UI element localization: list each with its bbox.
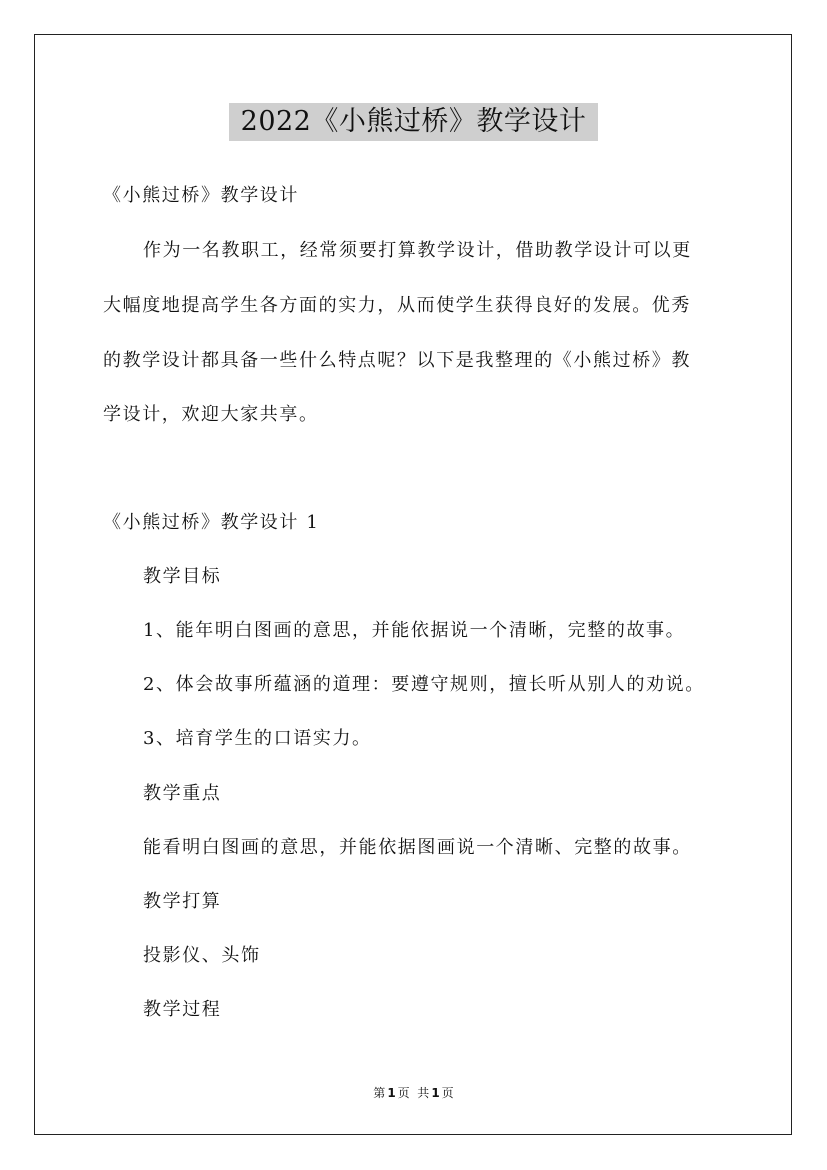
heading-goals: 教学目标 (143, 566, 222, 587)
goal-item-1: 1、能年明白图画的意思，并能依据说一个清晰，完整的故事。 (143, 620, 686, 641)
page-total: 1 (431, 1086, 440, 1100)
key-point-text: 能看明白图画的意思，并能依据图画说一个清晰、完整的故事。 (143, 837, 692, 858)
heading-key-points: 教学重点 (143, 783, 222, 804)
page-mid: 页 共 (397, 1086, 430, 1100)
goal-item-2: 2、体会故事所蕴涵的道理：要遵守规则，擅长听从别人的劝说。 (143, 674, 705, 695)
document-title: 2022《小熊过桥》教学设计 (229, 103, 598, 141)
intro-line-1: 作为一名教职工，经常须要打算教学设计，借助教学设计可以更 (143, 240, 692, 261)
heading-preparation: 教学打算 (143, 891, 222, 912)
document-subtitle: 《小熊过桥》教学设计 (103, 185, 299, 206)
section-title: 《小熊过桥》教学设计 1 (103, 512, 320, 533)
page-prefix: 第 (373, 1086, 386, 1100)
page-footer (0, 1084, 827, 1101)
preparation-text: 投影仪、头饰 (143, 945, 261, 966)
intro-line-4: 学设计，欢迎大家共享。 (103, 404, 319, 425)
intro-line-2: 大幅度地提高学生各方面的实力，从而使学生获得良好的发展。优秀 (103, 295, 691, 316)
heading-process: 教学过程 (143, 999, 222, 1020)
page-suffix: 页 (441, 1086, 454, 1100)
intro-line-3: 的教学设计都具备一些什么特点呢？以下是我整理的《小熊过桥》教 (103, 350, 691, 371)
goal-item-3: 3、培育学生的口语实力。 (143, 728, 372, 749)
page-current: 1 (387, 1086, 396, 1100)
